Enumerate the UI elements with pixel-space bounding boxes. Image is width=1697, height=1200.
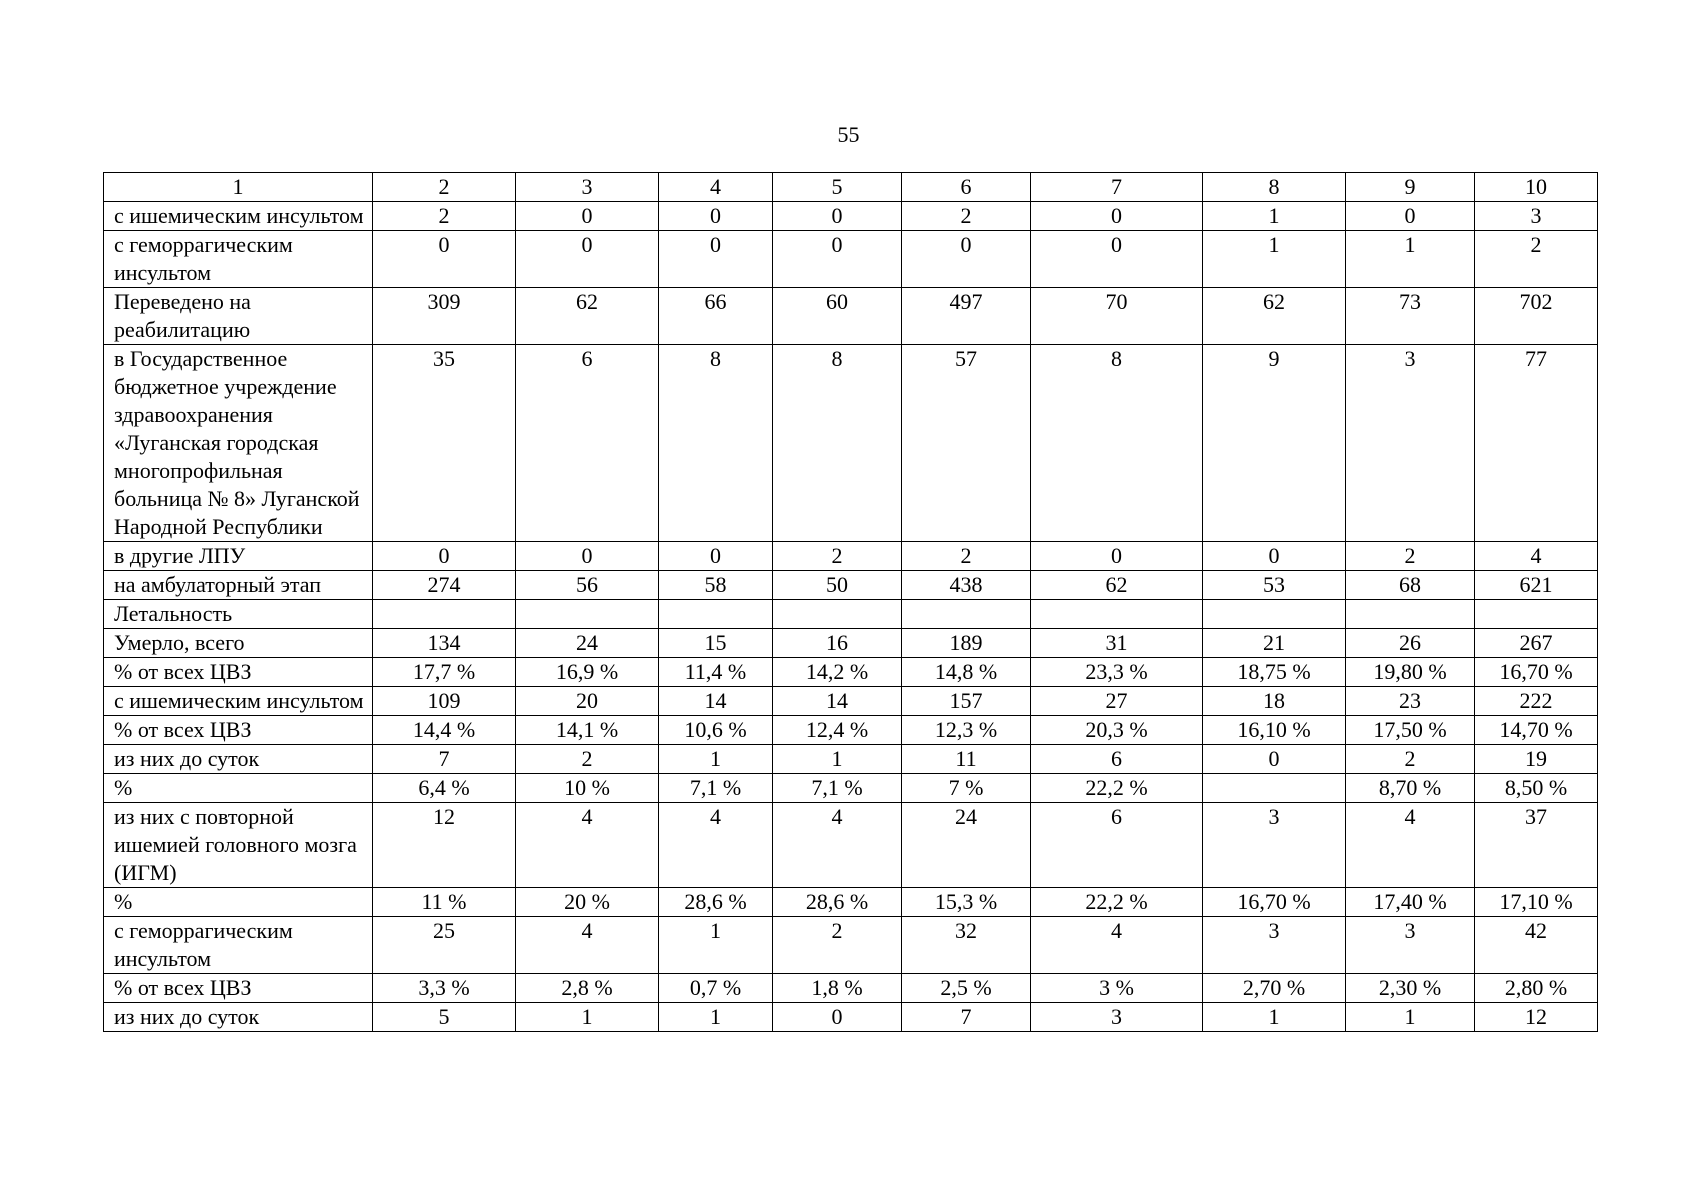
value-cell: 19,80 % (1346, 658, 1475, 687)
value-cell: 4 (516, 803, 659, 888)
value-cell: 10,6 % (659, 716, 773, 745)
value-cell: 23 (1346, 687, 1475, 716)
value-cell: 2,70 % (1203, 974, 1346, 1003)
row-label-cell: % (104, 888, 373, 917)
column-number-cell: 3 (516, 173, 659, 202)
value-cell: 3 (1475, 202, 1598, 231)
value-cell: 2 (1346, 745, 1475, 774)
value-cell: 15,3 % (902, 888, 1031, 917)
row-label-cell: из них с повторной ишемией головного мозга (ИГМ) (104, 803, 373, 888)
value-cell: 15 (659, 629, 773, 658)
value-cell: 6 (1031, 803, 1203, 888)
value-cell: 7 % (902, 774, 1031, 803)
value-cell: 16,70 % (1203, 888, 1346, 917)
statistics-table (103, 172, 1598, 1032)
value-cell: 8 (1031, 345, 1203, 542)
value-cell: 1 (773, 745, 902, 774)
value-cell (659, 600, 773, 629)
table-row (104, 629, 1598, 658)
value-cell: 0 (1346, 202, 1475, 231)
value-cell: 2 (516, 745, 659, 774)
value-cell: 1 (516, 1003, 659, 1032)
value-cell: 11 (902, 745, 1031, 774)
value-cell: 73 (1346, 288, 1475, 345)
value-cell: 16,10 % (1203, 716, 1346, 745)
value-cell: 18 (1203, 687, 1346, 716)
row-label-cell: Умерло, всего (104, 629, 373, 658)
value-cell: 2 (1346, 542, 1475, 571)
value-cell: 12,3 % (902, 716, 1031, 745)
value-cell: 25 (373, 917, 516, 974)
value-cell: 0 (773, 231, 902, 288)
value-cell: 0 (1203, 542, 1346, 571)
value-cell: 189 (902, 629, 1031, 658)
value-cell: 53 (1203, 571, 1346, 600)
row-label-cell: % от всех ЦВЗ (104, 658, 373, 687)
column-number-cell: 2 (373, 173, 516, 202)
value-cell: 14,2 % (773, 658, 902, 687)
value-cell: 35 (373, 345, 516, 542)
value-cell: 0 (659, 202, 773, 231)
value-cell: 70 (1031, 288, 1203, 345)
value-cell: 4 (1475, 542, 1598, 571)
row-label-cell: из них до суток (104, 1003, 373, 1032)
table-row (104, 231, 1598, 288)
value-cell: 157 (902, 687, 1031, 716)
column-number-cell: 10 (1475, 173, 1598, 202)
value-cell: 0 (1031, 542, 1203, 571)
value-cell: 60 (773, 288, 902, 345)
value-cell: 24 (902, 803, 1031, 888)
value-cell: 2 (773, 542, 902, 571)
value-cell: 56 (516, 571, 659, 600)
value-cell: 12 (373, 803, 516, 888)
value-cell: 6,4 % (373, 774, 516, 803)
value-cell: 68 (1346, 571, 1475, 600)
value-cell: 17,50 % (1346, 716, 1475, 745)
table-row (104, 774, 1598, 803)
value-cell: 11 % (373, 888, 516, 917)
table-row (104, 542, 1598, 571)
value-cell: 50 (773, 571, 902, 600)
value-cell: 16,70 % (1475, 658, 1598, 687)
value-cell: 11,4 % (659, 658, 773, 687)
value-cell: 16 (773, 629, 902, 658)
value-cell: 8,70 % (1346, 774, 1475, 803)
value-cell: 28,6 % (659, 888, 773, 917)
column-number-cell: 4 (659, 173, 773, 202)
value-cell: 497 (902, 288, 1031, 345)
value-cell: 2,30 % (1346, 974, 1475, 1003)
value-cell: 12 (1475, 1003, 1598, 1032)
table-row (104, 745, 1598, 774)
value-cell: 3,3 % (373, 974, 516, 1003)
column-number-cell: 5 (773, 173, 902, 202)
value-cell: 27 (1031, 687, 1203, 716)
value-cell: 14,4 % (373, 716, 516, 745)
value-cell: 1 (659, 917, 773, 974)
value-cell: 1 (659, 1003, 773, 1032)
value-cell (1346, 600, 1475, 629)
row-label-cell: в другие ЛПУ (104, 542, 373, 571)
value-cell: 14 (659, 687, 773, 716)
value-cell: 7,1 % (659, 774, 773, 803)
table-row (104, 687, 1598, 716)
value-cell: 22,2 % (1031, 888, 1203, 917)
value-cell: 7 (902, 1003, 1031, 1032)
value-cell: 28,6 % (773, 888, 902, 917)
value-cell: 8 (659, 345, 773, 542)
table-row (104, 888, 1598, 917)
row-label-cell: % от всех ЦВЗ (104, 716, 373, 745)
value-cell: 309 (373, 288, 516, 345)
value-cell: 109 (373, 687, 516, 716)
value-cell: 0 (773, 1003, 902, 1032)
value-cell: 7 (373, 745, 516, 774)
table-body (104, 173, 1598, 1032)
value-cell: 12,4 % (773, 716, 902, 745)
table-row (104, 600, 1598, 629)
value-cell (1203, 774, 1346, 803)
table-header-row (104, 173, 1598, 202)
table-row (104, 716, 1598, 745)
value-cell: 16,9 % (516, 658, 659, 687)
value-cell: 17,40 % (1346, 888, 1475, 917)
table-row (104, 803, 1598, 888)
value-cell (1475, 600, 1598, 629)
table-row (104, 202, 1598, 231)
table-row (104, 288, 1598, 345)
value-cell (373, 600, 516, 629)
value-cell: 31 (1031, 629, 1203, 658)
value-cell: 0 (516, 202, 659, 231)
value-cell: 14,1 % (516, 716, 659, 745)
value-cell: 3 (1203, 917, 1346, 974)
value-cell: 20 (516, 687, 659, 716)
row-label-cell: % от всех ЦВЗ (104, 974, 373, 1003)
row-label-cell: с ишемическим инсультом (104, 202, 373, 231)
value-cell (773, 600, 902, 629)
table-row (104, 571, 1598, 600)
column-number-cell: 7 (1031, 173, 1203, 202)
value-cell: 5 (373, 1003, 516, 1032)
row-label-cell: из них до суток (104, 745, 373, 774)
value-cell: 0 (516, 231, 659, 288)
value-cell: 77 (1475, 345, 1598, 542)
table-row (104, 345, 1598, 542)
value-cell: 222 (1475, 687, 1598, 716)
table-row (104, 1003, 1598, 1032)
value-cell: 57 (902, 345, 1031, 542)
row-label-cell: с геморрагическим инсультом (104, 917, 373, 974)
value-cell: 2 (1475, 231, 1598, 288)
value-cell: 18,75 % (1203, 658, 1346, 687)
value-cell: 19 (1475, 745, 1598, 774)
row-label-cell: на амбулаторный этап (104, 571, 373, 600)
value-cell: 1 (659, 745, 773, 774)
row-label-cell: Переведено на реабилитацию (104, 288, 373, 345)
value-cell: 0 (1031, 231, 1203, 288)
value-cell: 32 (902, 917, 1031, 974)
value-cell: 26 (1346, 629, 1475, 658)
row-label-cell: с ишемическим инсультом (104, 687, 373, 716)
value-cell: 20,3 % (1031, 716, 1203, 745)
value-cell: 3 (1346, 917, 1475, 974)
value-cell: 10 % (516, 774, 659, 803)
page-number: 55 (837, 122, 860, 147)
value-cell: 6 (1031, 745, 1203, 774)
value-cell: 21 (1203, 629, 1346, 658)
value-cell: 4 (516, 917, 659, 974)
value-cell: 24 (516, 629, 659, 658)
value-cell: 267 (1475, 629, 1598, 658)
value-cell: 8 (773, 345, 902, 542)
value-cell: 6 (516, 345, 659, 542)
value-cell: 0,7 % (659, 974, 773, 1003)
column-number-cell: 1 (104, 173, 373, 202)
value-cell: 4 (659, 803, 773, 888)
table-row (104, 974, 1598, 1003)
value-cell: 8,50 % (1475, 774, 1598, 803)
value-cell: 58 (659, 571, 773, 600)
value-cell: 0 (659, 542, 773, 571)
column-number-cell: 6 (902, 173, 1031, 202)
value-cell: 0 (373, 542, 516, 571)
value-cell: 0 (902, 231, 1031, 288)
value-cell: 62 (1031, 571, 1203, 600)
value-cell: 621 (1475, 571, 1598, 600)
row-label-cell: Летальность (104, 600, 373, 629)
value-cell: 1 (1346, 1003, 1475, 1032)
value-cell: 4 (773, 803, 902, 888)
value-cell: 2,5 % (902, 974, 1031, 1003)
value-cell: 9 (1203, 345, 1346, 542)
value-cell: 37 (1475, 803, 1598, 888)
value-cell: 1 (1203, 1003, 1346, 1032)
value-cell: 17,7 % (373, 658, 516, 687)
row-label-cell: в Государственное бюджетное учреждение здравоохранения «Луганская городская многопрофильная больница № 8» Луганской Народной Республики (104, 345, 373, 542)
value-cell: 0 (1203, 745, 1346, 774)
value-cell: 702 (1475, 288, 1598, 345)
value-cell: 4 (1031, 917, 1203, 974)
value-cell: 0 (659, 231, 773, 288)
value-cell: 2 (373, 202, 516, 231)
value-cell: 42 (1475, 917, 1598, 974)
column-number-cell: 8 (1203, 173, 1346, 202)
value-cell: 438 (902, 571, 1031, 600)
value-cell: 14,70 % (1475, 716, 1598, 745)
value-cell: 0 (1031, 202, 1203, 231)
value-cell: 20 % (516, 888, 659, 917)
value-cell: 66 (659, 288, 773, 345)
value-cell: 0 (373, 231, 516, 288)
value-cell: 1,8 % (773, 974, 902, 1003)
value-cell: 2 (902, 542, 1031, 571)
value-cell: 0 (773, 202, 902, 231)
value-cell (1031, 600, 1203, 629)
value-cell: 2,80 % (1475, 974, 1598, 1003)
row-label-cell: % (104, 774, 373, 803)
value-cell (1203, 600, 1346, 629)
value-cell: 3 (1346, 345, 1475, 542)
value-cell: 17,10 % (1475, 888, 1598, 917)
value-cell: 3 (1031, 1003, 1203, 1032)
value-cell: 62 (1203, 288, 1346, 345)
value-cell (516, 600, 659, 629)
value-cell: 2 (773, 917, 902, 974)
value-cell: 14 (773, 687, 902, 716)
table-row (104, 658, 1598, 687)
value-cell: 274 (373, 571, 516, 600)
value-cell: 22,2 % (1031, 774, 1203, 803)
value-cell: 14,8 % (902, 658, 1031, 687)
value-cell: 1 (1203, 231, 1346, 288)
value-cell: 4 (1346, 803, 1475, 888)
value-cell: 134 (373, 629, 516, 658)
value-cell: 2 (902, 202, 1031, 231)
value-cell: 2,8 % (516, 974, 659, 1003)
value-cell: 1 (1346, 231, 1475, 288)
row-label-cell: с геморрагическим инсультом (104, 231, 373, 288)
value-cell: 1 (1203, 202, 1346, 231)
value-cell: 23,3 % (1031, 658, 1203, 687)
value-cell: 0 (516, 542, 659, 571)
value-cell: 62 (516, 288, 659, 345)
column-number-cell: 9 (1346, 173, 1475, 202)
value-cell: 7,1 % (773, 774, 902, 803)
value-cell: 3 % (1031, 974, 1203, 1003)
value-cell (902, 600, 1031, 629)
value-cell: 3 (1203, 803, 1346, 888)
table-row (104, 917, 1598, 974)
